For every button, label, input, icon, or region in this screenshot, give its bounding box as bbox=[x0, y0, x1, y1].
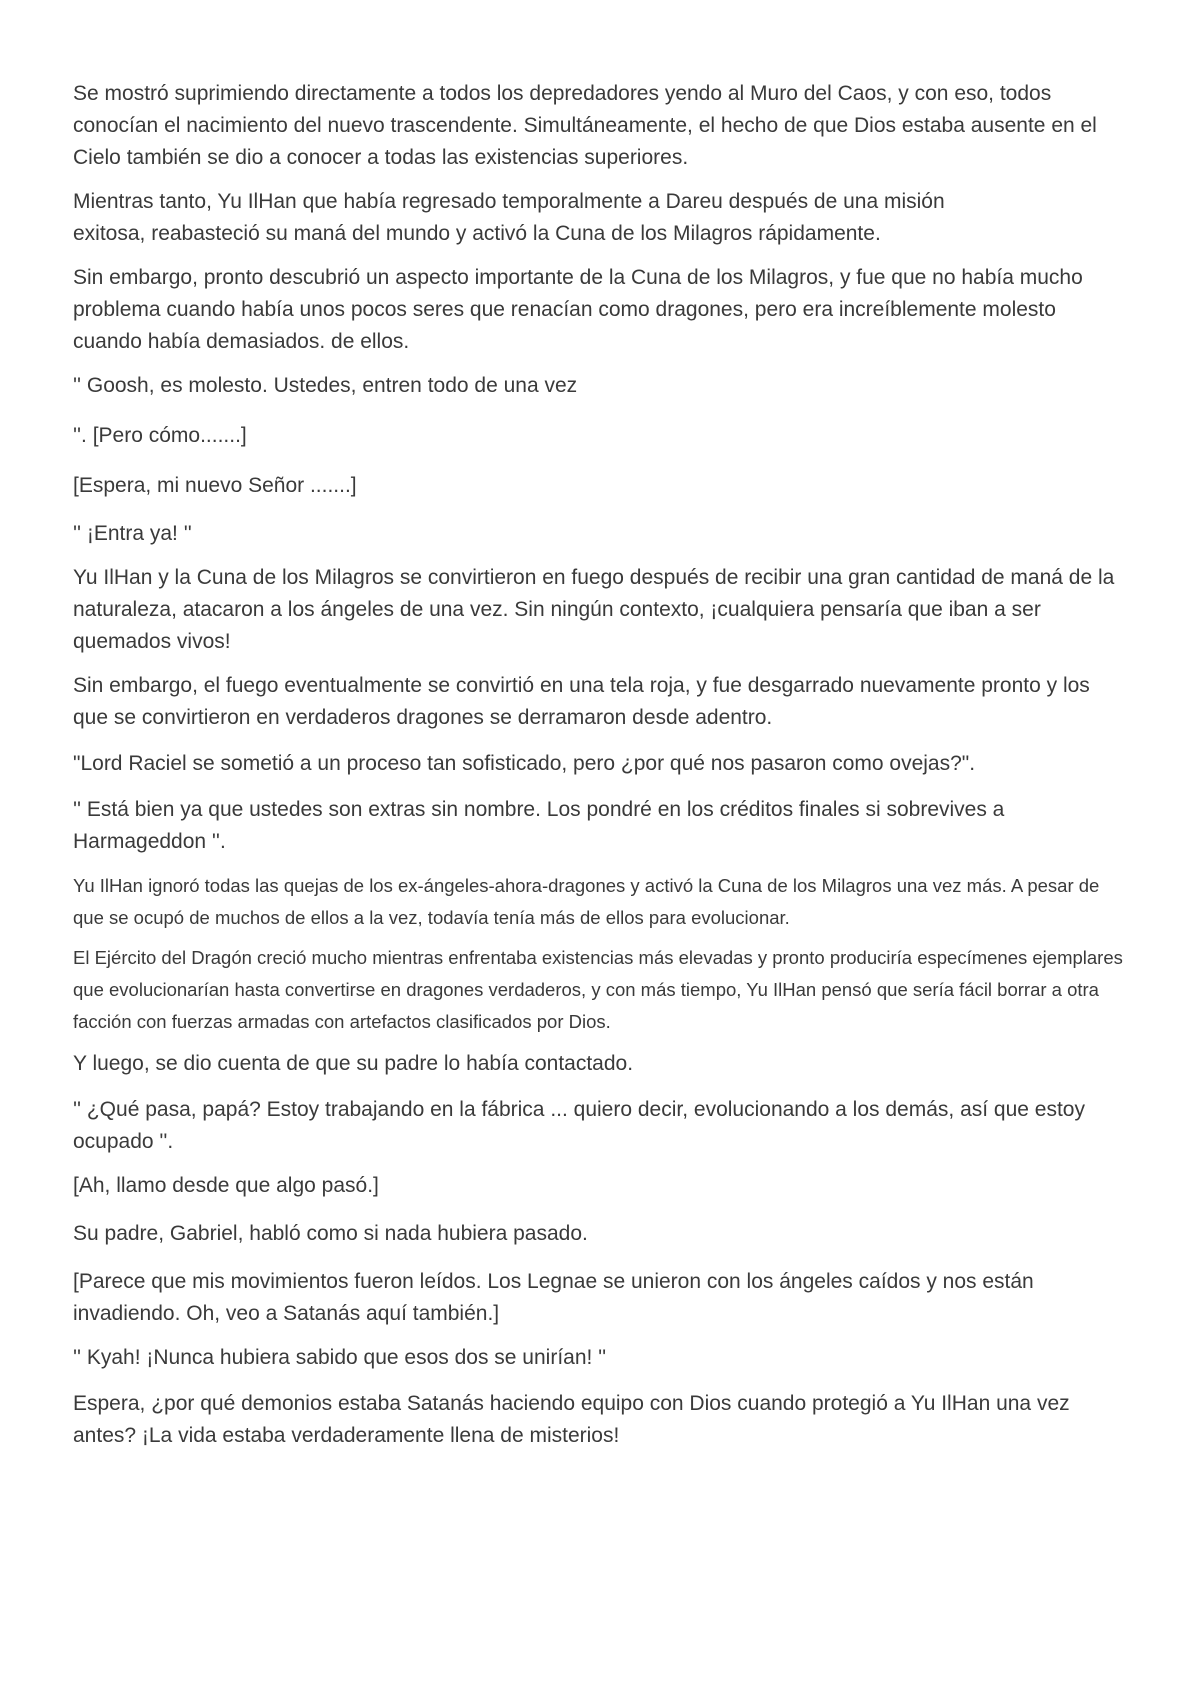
paragraph-6: [Espera, mi nuevo Señor .......] bbox=[73, 474, 357, 497]
paragraph-2: Mientras tanto, Yu IlHan que había regresado temporalmente a Dareu después de una misión exitosa, reabasteció su maná del mundo y activó la Cuna de los Milagros rápidamente. bbox=[73, 190, 945, 245]
paragraph-5: ''. [Pero cómo.......] bbox=[73, 424, 247, 447]
paragraph-3: Sin embargo, pronto descubrió un aspecto importante de la Cuna de los Milagros, y fue que no había mucho problema cuando había unos pocos seres que renacían como dragones, pero era increíblemente molesto cuando había demasiados. de ellos. bbox=[73, 266, 1083, 353]
paragraph-12: Yu IlHan ignoró todas las quejas de los ex-ángeles-ahora-dragones y activó la Cuna de los Milagros una vez más. A pesar de que se ocupó de muchos de ellos a la vez, todavía tenía más de ellos para evolucionar. bbox=[73, 875, 1100, 928]
paragraph-18: [Parece que mis movimientos fueron leídos. Los Legnae se unieron con los ángeles caídos y nos están invadiendo. Oh, veo a Satanás aquí también.] bbox=[73, 1270, 1034, 1325]
document-page bbox=[73, 78, 1123, 1452]
paragraph-20: Espera, ¿por qué demonios estaba Satanás haciendo equipo con Dios cuando protegió a Yu IlHan una vez antes? ¡La vida estaba verdaderamente llena de misterios! bbox=[73, 1392, 1070, 1447]
paragraph-16: [Ah, llamo desde que algo pasó.] bbox=[73, 1174, 379, 1197]
paragraph-1: Se mostró suprimiendo directamente a todos los depredadores yendo al Muro del Caos, y con eso, todos conocían el nacimiento del nuevo trascendente. Simultáneamente, el hecho de que Dios estaba ausente en el Cielo también se dio a conocer a todas las existencias superiores. bbox=[73, 82, 1097, 169]
paragraph-15: '' ¿Qué pasa, papá? Estoy trabajando en la fábrica ... quiero decir, evolucionando a los demás, así que estoy ocupado ''. bbox=[73, 1098, 1085, 1153]
paragraph-17: Su padre, Gabriel, habló como si nada hubiera pasado. bbox=[73, 1222, 588, 1245]
paragraph-4: '' Goosh, es molesto. Ustedes, entren todo de una vez bbox=[73, 374, 578, 397]
paragraph-13: El Ejército del Dragón creció mucho mientras enfrentaba existencias más elevadas y pronto produciría especímenes ejemplares que evolucionarían hasta convertirse en dragones verdaderos, y con más tiempo, Yu IlHan pensó que sería fácil borrar a otra facción con fuerzas armadas con artefactos clasificados por Dios. bbox=[73, 947, 1123, 1032]
paragraph-11: '' Está bien ya que ustedes son extras sin nombre. Los pondré en los créditos finales si sobrevives a Harmageddon ''. bbox=[73, 798, 1005, 853]
paragraph-7: '' ¡Entra ya! '' bbox=[73, 522, 192, 545]
paragraph-14: Y luego, se dio cuenta de que su padre lo había contactado. bbox=[73, 1052, 634, 1075]
paragraph-9: Sin embargo, el fuego eventualmente se convirtió en una tela roja, y fue desgarrado nuevamente pronto y los que se convirtieron en verdaderos dragones se derramaron desde adentro. bbox=[73, 674, 1090, 729]
paragraph-8: Yu IlHan y la Cuna de los Milagros se convirtieron en fuego después de recibir una gran cantidad de maná de la naturaleza, atacaron a los ángeles de una vez. Sin ningún contexto, ¡cualquiera pensaría que iban a ser quemados vivos! bbox=[73, 566, 1115, 653]
paragraph-19: '' Kyah! ¡Nunca hubiera sabido que esos dos se unirían! '' bbox=[73, 1346, 607, 1369]
paragraph-10: "Lord Raciel se sometió a un proceso tan sofisticado, pero ¿por qué nos pasaron como ovejas?". bbox=[73, 752, 976, 775]
